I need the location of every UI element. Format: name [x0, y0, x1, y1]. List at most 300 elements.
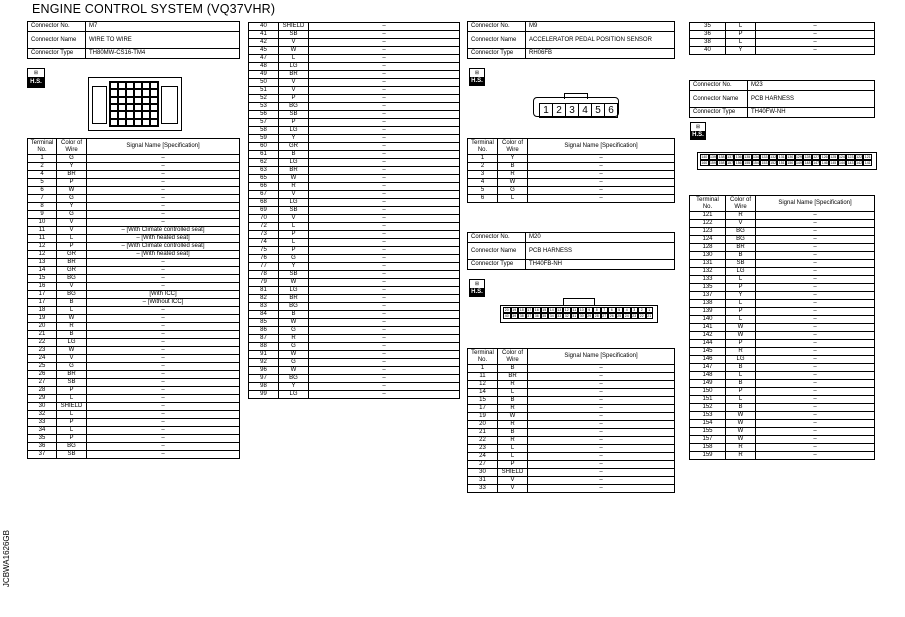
m20-connector-name: PCB HARNESS — [526, 243, 675, 260]
signal-name: – — [309, 95, 460, 103]
m7-terminal-row — [249, 159, 460, 167]
m23-connector-no: M23 — [748, 81, 875, 91]
connector-icon: ⊞ — [469, 68, 485, 77]
signal-name: – — [528, 453, 675, 461]
terminal-no: 63 — [249, 167, 279, 175]
terminal-no: 130 — [690, 252, 726, 260]
m7-pin-cavity — [150, 82, 158, 89]
m7-terminal-row — [249, 151, 460, 159]
terminal-no: 14 — [468, 389, 498, 397]
signal-name: – — [309, 359, 460, 367]
m7-terminal-row — [28, 387, 240, 395]
m7-terminal-row — [249, 287, 460, 295]
wire-color: GR — [57, 251, 87, 259]
signal-name: – — [528, 381, 675, 389]
m23-terminal-row — [690, 364, 875, 372]
wire-color: L — [57, 307, 87, 315]
m20-pin: 22 — [639, 314, 644, 318]
terminal-no: 29 — [28, 395, 57, 403]
signal-name: – — [309, 367, 460, 375]
signal-name: – — [528, 365, 675, 373]
m23-connector-name: PCB HARNESS — [748, 91, 875, 108]
m7-pin-cavity — [118, 82, 126, 89]
wire-color: L — [279, 223, 309, 231]
m23-pin: 138 — [718, 155, 725, 159]
terminal-no: 57 — [249, 119, 279, 127]
signal-name: – — [756, 436, 875, 444]
wire-color: P — [726, 340, 756, 348]
m23-terminal-row — [690, 292, 875, 300]
wire-color: P — [279, 247, 309, 255]
m7-pin-cavity — [126, 119, 134, 126]
terminal-no: 150 — [690, 388, 726, 396]
terminal-no: 36 — [28, 443, 57, 451]
signal-name: – — [87, 315, 240, 323]
m23-pin: 157 — [727, 161, 734, 165]
m20-pin: 3 — [631, 307, 639, 313]
wire-color: BG — [726, 236, 756, 244]
wire-color: L — [57, 411, 87, 419]
signal-name: – — [309, 239, 460, 247]
connector-icon: ⊞ — [469, 279, 485, 288]
m20-terminal-row — [468, 469, 675, 477]
m7-terminal-row — [249, 223, 460, 231]
signal-name: – — [87, 275, 240, 283]
wire-color: W — [726, 324, 756, 332]
signal-name: – — [309, 319, 460, 327]
m20-pin: 35 — [542, 314, 547, 318]
terminal-no: 75 — [249, 247, 279, 255]
m23-pin: 131 — [778, 155, 785, 159]
m7-terminal-no-header: Terminal No. — [28, 139, 57, 155]
signal-name: – — [528, 405, 675, 413]
terminal-no: 34 — [28, 427, 57, 435]
wire-color: LG — [279, 127, 309, 135]
m7-terminal-row — [28, 395, 240, 403]
signal-name: – — [756, 412, 875, 420]
terminal-no: 1 — [468, 365, 498, 373]
m20-pin: 26 — [609, 314, 614, 318]
m23-terminal-table — [689, 195, 875, 460]
m9-connector-no-label: Connector No. — [468, 22, 526, 32]
terminal-no: 73 — [249, 231, 279, 239]
signal-name: – — [528, 461, 675, 469]
signal-name: – — [87, 403, 240, 411]
signal-name: – — [309, 71, 460, 79]
terminal-no: 20 — [28, 323, 57, 331]
m7-terminal-row — [28, 323, 240, 331]
terminal-no: 65 — [249, 175, 279, 183]
m7-pin-cavity — [142, 97, 150, 104]
signal-name: – — [87, 355, 240, 363]
terminal-no: 21 — [28, 331, 57, 339]
signal-name: – [With Climate controlled seat] — [87, 227, 240, 235]
terminal-no: 3 — [468, 171, 498, 179]
signal-name: – — [756, 47, 875, 55]
wire-color: L — [279, 55, 309, 63]
m20-connector-no-label: Connector No. — [468, 233, 526, 243]
m7-terminal-row — [249, 127, 460, 135]
signal-name: – — [756, 284, 875, 292]
terminal-no: 17 — [28, 291, 57, 299]
m7-connector-face — [88, 77, 182, 131]
m23-pin: 128 — [804, 155, 811, 159]
wire-color: LG — [279, 391, 309, 399]
signal-name: – — [309, 23, 460, 31]
m20-terminal-row — [690, 47, 875, 55]
m7-terminal-row — [28, 363, 240, 371]
wire-color: W — [726, 436, 756, 444]
m20-terminal-row — [468, 421, 675, 429]
signal-name: – — [309, 271, 460, 279]
m20-terminal-row — [468, 405, 675, 413]
m23-signal-header: Signal Name [Specification] — [756, 196, 875, 212]
signal-name: – — [87, 371, 240, 379]
wire-color: G — [57, 211, 87, 219]
m23-terminal-row — [690, 380, 875, 388]
terminal-no: 97 — [249, 375, 279, 383]
m23-pin: 144 — [838, 161, 845, 165]
terminal-no: 141 — [690, 324, 726, 332]
terminal-no: 36 — [690, 31, 726, 39]
m23-pin: 139 — [709, 155, 716, 159]
terminal-no: 19 — [468, 413, 498, 421]
signal-name: – — [309, 191, 460, 199]
m7-terminal-row — [249, 351, 460, 359]
terminal-no: 144 — [690, 340, 726, 348]
m9-terminal-row — [468, 163, 675, 171]
m23-pin: 134 — [752, 155, 759, 159]
wire-color: BG — [57, 443, 87, 451]
terminal-no: 7 — [28, 195, 57, 203]
m7-terminal-row — [28, 219, 240, 227]
m23-terminal-row — [690, 300, 875, 308]
signal-name: – — [309, 375, 460, 383]
wire-color: V — [279, 87, 309, 95]
m7-terminal-row — [249, 335, 460, 343]
wire-color: Y — [279, 135, 309, 143]
m9-pin: 2 — [552, 103, 566, 118]
signal-name: – — [87, 179, 240, 187]
m23-pin: 125 — [830, 155, 837, 159]
m23-pin: 160 — [701, 161, 708, 165]
m23-color-header: Color of Wire — [726, 196, 756, 212]
wire-color: L — [57, 395, 87, 403]
signal-name: – — [309, 135, 460, 143]
wire-color: W — [57, 347, 87, 355]
signal-name: – — [528, 187, 675, 195]
m7-pin-cavity — [126, 111, 134, 118]
terminal-no: 23 — [468, 445, 498, 453]
wire-color: P — [726, 284, 756, 292]
m23-connector-type: TH40FW-NH — [748, 108, 875, 118]
m7-terminal-row — [249, 79, 460, 87]
wire-color: SB — [57, 451, 87, 459]
wire-color: P — [279, 119, 309, 127]
m23-connector-name-label: Connector Name — [690, 91, 748, 108]
m20-pin: 28 — [594, 314, 599, 318]
signal-name: – — [528, 437, 675, 445]
m23-pin: 123 — [847, 155, 854, 159]
terminal-no: 17 — [28, 299, 57, 307]
m20-terminal-row — [468, 437, 675, 445]
signal-name: – — [309, 327, 460, 335]
terminal-no: 137 — [690, 292, 726, 300]
wire-color: L — [498, 445, 528, 453]
wire-color: GR — [279, 143, 309, 151]
wire-color: SHIELD — [279, 23, 309, 31]
m20-terminal-row — [468, 413, 675, 421]
signal-name: – — [87, 259, 240, 267]
terminal-no: 47 — [249, 55, 279, 63]
signal-name: – — [756, 228, 875, 236]
terminal-no: 27 — [468, 461, 498, 469]
m23-hs-icon — [690, 122, 706, 140]
m23-pin: 156 — [735, 161, 742, 165]
terminal-no: 38 — [690, 39, 726, 47]
wire-color: R — [726, 348, 756, 356]
terminal-no: 128 — [690, 244, 726, 252]
m7-terminal-row — [249, 167, 460, 175]
terminal-no: 153 — [690, 412, 726, 420]
m23-terminal-row — [690, 332, 875, 340]
m7-terminal-row — [249, 263, 460, 271]
m7-terminal-row — [249, 215, 460, 223]
signal-name: – — [309, 199, 460, 207]
wire-color: G — [57, 155, 87, 163]
terminal-no: 88 — [249, 343, 279, 351]
terminal-no: 22 — [468, 437, 498, 445]
m9-pin: 6 — [604, 103, 618, 118]
terminal-no: 70 — [249, 215, 279, 223]
terminal-no: 81 — [249, 287, 279, 295]
terminal-no: 84 — [249, 311, 279, 319]
m20-pin: 15 — [542, 308, 547, 312]
m7-terminal-row — [28, 339, 240, 347]
m23-connector-face — [697, 152, 877, 170]
m7-terminal-row — [28, 371, 240, 379]
terminal-no: 21 — [468, 429, 498, 437]
m20-pin: 38 — [519, 314, 524, 318]
m7-terminal-row — [249, 87, 460, 95]
wire-color: W — [57, 315, 87, 323]
m20-terminal-row — [468, 397, 675, 405]
m7-terminal-row — [28, 299, 240, 307]
m7-terminal-row — [28, 187, 240, 195]
terminal-no: 152 — [690, 404, 726, 412]
signal-name: – — [87, 411, 240, 419]
signal-name: – — [87, 387, 240, 395]
wire-color: B — [279, 151, 309, 159]
wire-color: W — [279, 367, 309, 375]
m7-pin-cavity — [110, 82, 118, 89]
m20-pin: 21 — [647, 314, 652, 318]
terminal-no: 2 — [468, 163, 498, 171]
signal-name: – — [309, 279, 460, 287]
signal-name: – — [87, 283, 240, 291]
wire-color: BG — [726, 228, 756, 236]
m7-pin-cavity — [142, 119, 150, 126]
m23-terminal-row — [690, 428, 875, 436]
terminal-no: 33 — [468, 485, 498, 493]
terminal-no: 86 — [249, 327, 279, 335]
m23-terminal-row — [690, 436, 875, 444]
wire-color: BR — [57, 171, 87, 179]
signal-name: – — [309, 55, 460, 63]
m7-connector-name-label: Connector Name — [28, 32, 86, 49]
m20-pin: 31 — [572, 314, 577, 318]
m7-terminal-row — [28, 251, 240, 259]
m20-pin: 11 — [572, 308, 577, 312]
signal-name: – — [309, 63, 460, 71]
terminal-no: 16 — [28, 283, 57, 291]
signal-name: – — [309, 119, 460, 127]
m7-terminal-row — [28, 443, 240, 451]
m7-pin-cavity — [142, 82, 150, 89]
signal-name: – — [756, 396, 875, 404]
signal-name: – — [756, 428, 875, 436]
signal-name: – — [309, 143, 460, 151]
m20-terminal-row — [468, 453, 675, 461]
m23-terminal-row — [690, 308, 875, 316]
terminal-no: 5 — [28, 179, 57, 187]
wire-color: R — [726, 452, 756, 460]
terminal-no: 131 — [690, 260, 726, 268]
signal-name: – [With heated seat] — [87, 235, 240, 243]
m7-connector-no: M7 — [86, 22, 240, 32]
m23-pin: 122 — [856, 155, 863, 159]
terminal-no: 14 — [28, 267, 57, 275]
wire-color: P — [726, 388, 756, 396]
terminal-no: 45 — [249, 47, 279, 55]
m7-connector-no-label: Connector No. — [28, 22, 86, 32]
wire-color: L — [498, 195, 528, 203]
terminal-no: 78 — [249, 271, 279, 279]
signal-name: – — [528, 397, 675, 405]
m7-terminal-row — [249, 303, 460, 311]
m23-terminal-row — [690, 284, 875, 292]
terminal-no: 157 — [690, 436, 726, 444]
wire-color: W — [498, 179, 528, 187]
terminal-no: 10 — [28, 219, 57, 227]
terminal-no: 147 — [690, 364, 726, 372]
signal-name: – — [528, 421, 675, 429]
m7-terminal-row — [28, 355, 240, 363]
terminal-no: 2 — [28, 163, 57, 171]
m23-terminal-row — [690, 324, 875, 332]
signal-name: – — [528, 429, 675, 437]
wire-color: SB — [279, 31, 309, 39]
m20-pin: 20 — [504, 308, 509, 312]
m7-info-table — [27, 21, 240, 59]
terminal-no: 61 — [249, 151, 279, 159]
m23-terminal-row — [690, 260, 875, 268]
m7-terminal-row — [249, 391, 460, 399]
terminal-no: 121 — [690, 212, 726, 220]
m7-terminal-row — [249, 55, 460, 63]
m20-connector-type-label: Connector Type — [468, 260, 526, 270]
wire-color: Y — [57, 163, 87, 171]
m7-pin-cavity — [110, 111, 118, 118]
m7-terminal-row — [28, 243, 240, 251]
m7-pin-cavity — [110, 97, 118, 104]
m7-terminal-row — [28, 411, 240, 419]
m20-terminal-row — [690, 39, 875, 47]
terminal-no: 66 — [249, 183, 279, 191]
wire-color: BG — [57, 291, 87, 299]
m7-terminal-row — [28, 227, 240, 235]
m9-pin: 4 — [578, 103, 592, 118]
m7-terminal-row — [249, 311, 460, 319]
m7-pin-cavity — [110, 89, 118, 96]
m20-pin: 5 — [616, 307, 624, 313]
signal-name: – — [87, 171, 240, 179]
terminal-no: 87 — [249, 335, 279, 343]
m20-terminal-row — [468, 373, 675, 381]
m20-connector-face — [500, 305, 658, 323]
terminal-no: 155 — [690, 428, 726, 436]
m7-terminal-row — [249, 47, 460, 55]
m7-hs-icon — [27, 68, 45, 88]
terminal-no: 19 — [28, 315, 57, 323]
m7-terminal-row — [28, 195, 240, 203]
m7-terminal-row — [28, 435, 240, 443]
terminal-no: 40 — [690, 47, 726, 55]
terminal-no: 1 — [28, 155, 57, 163]
wire-color: B — [726, 404, 756, 412]
m9-pin: 3 — [565, 103, 579, 118]
wire-color: Y — [726, 47, 756, 55]
m23-terminal-row — [690, 420, 875, 428]
m20-connector-latch — [563, 298, 595, 306]
m7-terminal-row — [28, 379, 240, 387]
m9-pin: 1 — [539, 103, 553, 118]
m7-terminal-row — [249, 279, 460, 287]
terminal-no: 18 — [28, 307, 57, 315]
m23-pin: 151 — [778, 161, 785, 165]
m7-terminal-row — [28, 163, 240, 171]
signal-name: – — [87, 163, 240, 171]
m20-terminal-row — [468, 461, 675, 469]
m23-pin: 127 — [813, 155, 820, 159]
wire-color: BG — [279, 103, 309, 111]
wire-color: LG — [279, 287, 309, 295]
terminal-no: 12 — [28, 243, 57, 251]
wire-color: R — [498, 405, 528, 413]
wire-color: P — [279, 95, 309, 103]
m9-terminal-row — [468, 179, 675, 187]
wire-color: L — [726, 39, 756, 47]
m9-connector-face — [533, 97, 619, 117]
signal-name: – — [309, 207, 460, 215]
terminal-no: 53 — [249, 103, 279, 111]
signal-name: – — [756, 444, 875, 452]
m7-terminal-row — [249, 103, 460, 111]
m20-info-table — [467, 232, 675, 270]
wire-color: BR — [279, 71, 309, 79]
m7-pin-cavity — [134, 82, 142, 89]
terminal-no: 82 — [249, 295, 279, 303]
terminal-no: 24 — [468, 453, 498, 461]
signal-name: – — [528, 155, 675, 163]
m7-terminal-row — [249, 119, 460, 127]
terminal-no: 35 — [28, 435, 57, 443]
terminal-no: 145 — [690, 348, 726, 356]
m23-pin: 149 — [795, 161, 802, 165]
terminal-no: 154 — [690, 420, 726, 428]
m20-pin: 33 — [557, 314, 562, 318]
terminal-no: 72 — [249, 223, 279, 231]
